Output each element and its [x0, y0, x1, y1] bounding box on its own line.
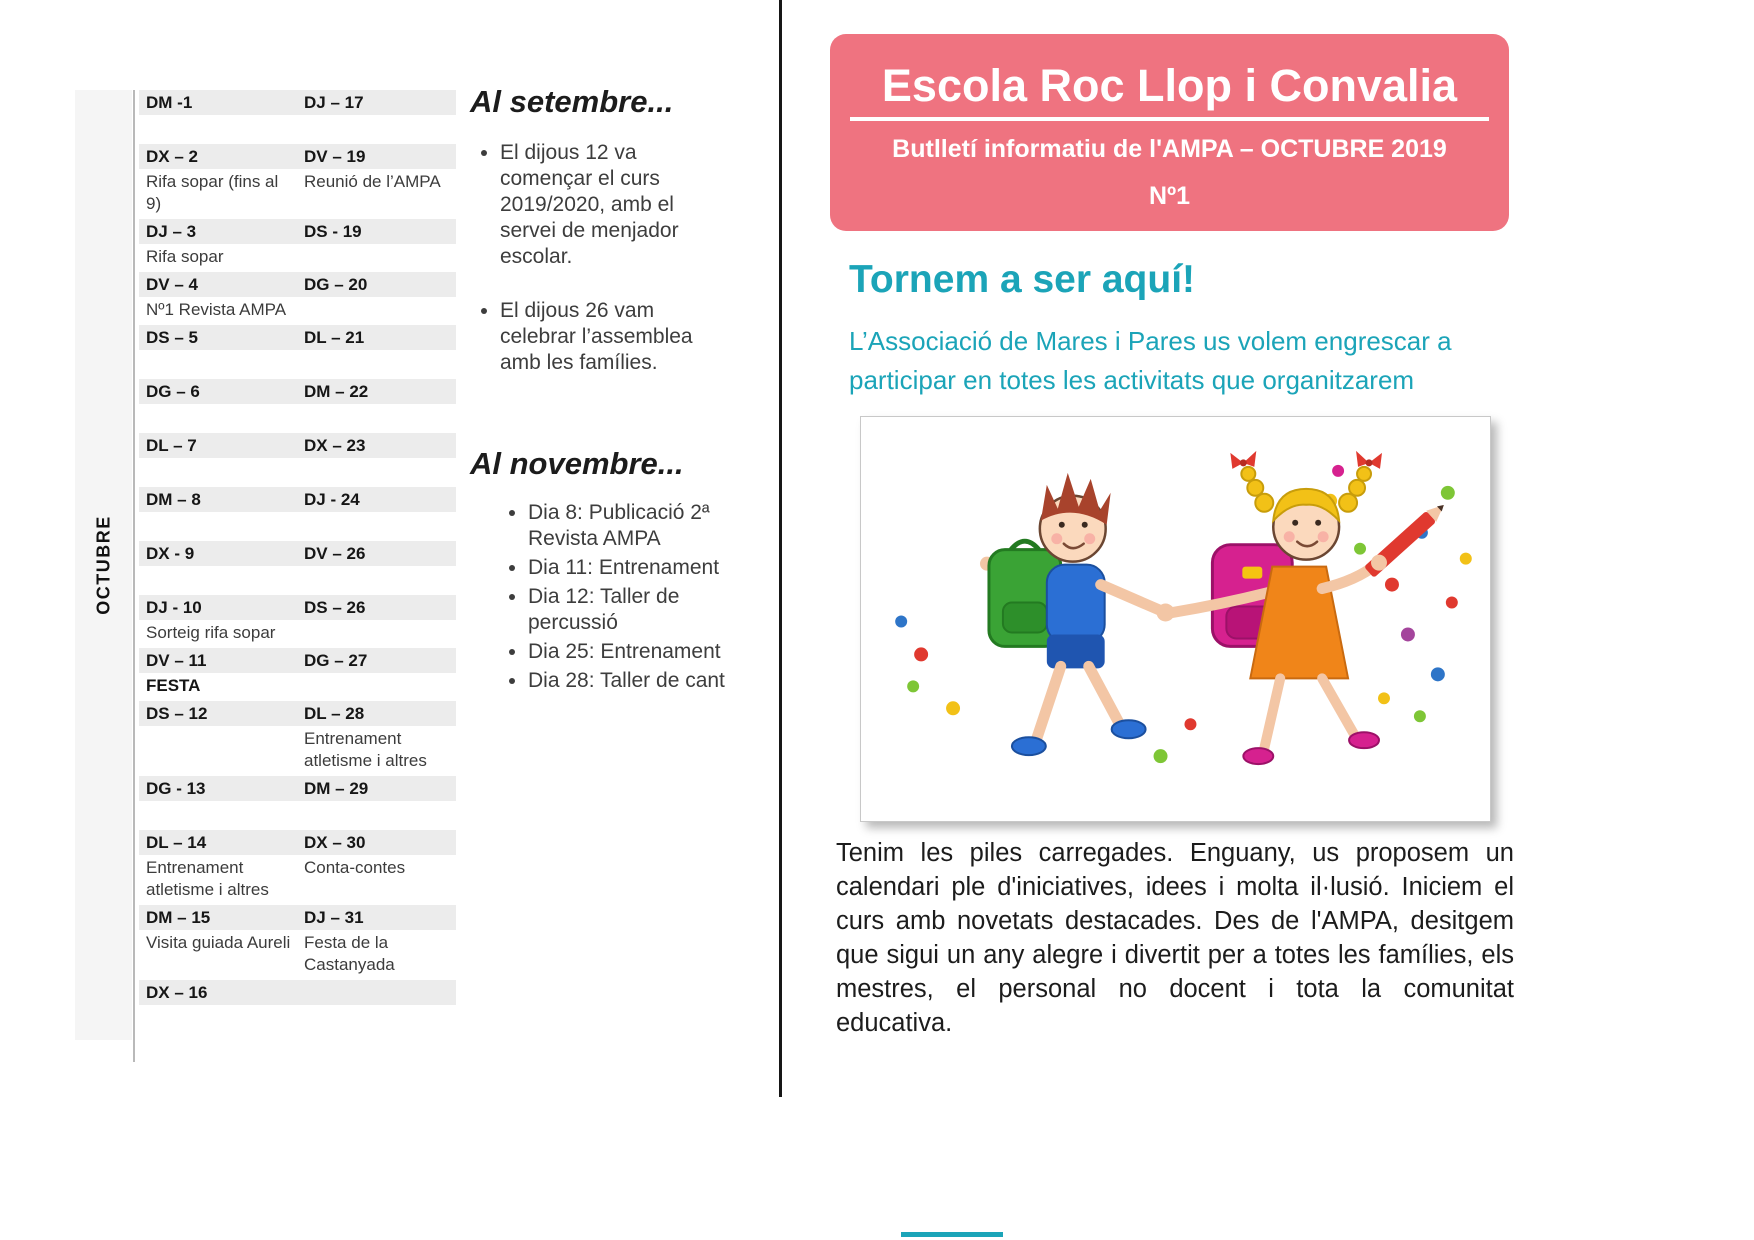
- calendar-spacer: [139, 514, 456, 541]
- calendar-cell-left: DM -1: [146, 93, 193, 112]
- calendar-cell-right: Conta-contes: [304, 858, 406, 877]
- calendar-cell-right: DJ – 31: [304, 908, 364, 927]
- calendar-cell-right: DX – 23: [304, 436, 366, 455]
- calendar-date-row: [139, 144, 456, 169]
- calendar-event-row: [139, 932, 456, 980]
- november-heading: Al novembre...: [470, 446, 684, 481]
- calendar-cell-left: DJ - 10: [146, 598, 202, 617]
- calendar-spacer: [139, 803, 456, 830]
- calendar-cell-right: DS - 19: [304, 222, 362, 241]
- calendar-cell-right: [297, 675, 455, 697]
- calendar-date-row: [139, 433, 456, 458]
- calendar-cell-left: DS – 12: [146, 704, 208, 723]
- calendar-cell-left: DL – 14: [146, 833, 207, 852]
- newsletter-banner: [830, 34, 1509, 231]
- calendar-date-row: [139, 272, 456, 297]
- calendar-cell-right: Reunió de l’AMPA: [304, 172, 441, 191]
- calendar-cell-left: DG – 6: [146, 382, 200, 401]
- issue-number: Nº1: [1148, 182, 1191, 211]
- calendar-cell-right: DV – 26: [304, 544, 366, 563]
- calendar-date-row: [139, 980, 456, 1005]
- calendar-cell-right: DG – 20: [304, 275, 368, 294]
- calendar-cell-right: Festa de la Castanyada: [304, 933, 395, 974]
- calendar-cell-left: Visita guiada Aureli: [146, 933, 291, 952]
- calendar-event-row: [139, 171, 456, 219]
- calendar-date-row: [139, 379, 456, 404]
- calendar-date-row: [139, 595, 456, 620]
- calendar-cell-right: DL – 21: [304, 328, 365, 347]
- calendar-month-label: OCTUBRE: [93, 515, 113, 615]
- calendar-date-row: [139, 830, 456, 855]
- calendar-cell-left: DJ – 3: [146, 222, 197, 241]
- calendar-cell-right: [297, 980, 455, 1005]
- calendar-date-row: [139, 487, 456, 512]
- calendar-cell-left: Rifa sopar (fins al 9): [146, 172, 279, 213]
- calendar-event-row: [139, 246, 456, 272]
- calendar-cell-right: DM – 22: [304, 382, 369, 401]
- bullet-item: • El dijous 26 vam celebrar l’assemblea amb les famílies.: [500, 298, 706, 376]
- calendar-cell-left: DG - 13: [146, 779, 206, 798]
- september-list: [474, 140, 706, 404]
- calendar-event-row: [139, 622, 456, 648]
- calendar-cell-left: Sorteig rifa sopar: [146, 623, 276, 642]
- calendar-cell-left: Nº1 Revista AMPA: [146, 300, 287, 319]
- kids-illustration-frame: [860, 416, 1491, 822]
- calendar-date-row: [139, 701, 456, 726]
- calendar-cell-left: FESTA: [146, 676, 201, 695]
- calendar-cell-right: DJ – 17: [304, 93, 364, 112]
- bullet-item: • Dia 25: Entrenament: [528, 639, 740, 665]
- calendar-cell-right: DX – 30: [304, 833, 366, 852]
- calendar-cell-left: DV – 11: [146, 651, 207, 670]
- calendar-cell-left: DM – 15: [146, 908, 211, 927]
- calendar-date-row: [139, 905, 456, 930]
- calendar-date-row: [139, 776, 456, 801]
- page-divider: [779, 0, 782, 1097]
- events-column: [470, 84, 770, 824]
- calendar-date-row: [139, 90, 456, 115]
- calendar-date-row: [139, 325, 456, 350]
- calendar-cell-right: [297, 299, 455, 321]
- bullet-item: • Dia 11: Entrenament: [528, 555, 740, 581]
- boy-figure: [980, 473, 1161, 755]
- bullet-item: • Dia 12: Taller de percussió: [528, 584, 740, 636]
- november-list: [502, 500, 740, 697]
- bullet-item: • El dijous 12 va començar el curs 2019/2020, amb el servei de menjador escolar.: [500, 140, 706, 270]
- calendar-spacer: [139, 406, 456, 433]
- calendar-event-row: [139, 857, 456, 905]
- calendar-event-row: [139, 728, 456, 776]
- calendar-cell-left: [139, 728, 297, 772]
- calendar-cell-left: Entrenament atletisme i altres: [146, 858, 269, 899]
- girl-figure: [1157, 451, 1449, 764]
- calendar-date-row: [139, 648, 456, 673]
- calendar-event-row: [139, 299, 456, 325]
- calendar-cell-left: Rifa sopar: [146, 247, 224, 266]
- calendar-cell-right: DL – 28: [304, 704, 365, 723]
- welcome-body: Tenim les piles carregades. Enguany, us proposem un calendari ple d'iniciatives, idees i molta il·lusió. Iniciem el curs amb novetats destacades. Des de l'AMPA, desitgem que sigui un any alegre i divertit per a totes les famílies, els mestres, el personal no docent i tota la comunitat educativa.: [836, 839, 1514, 1037]
- calendar-spacer: [139, 352, 456, 379]
- calendar-spacer: [139, 568, 456, 595]
- calendar-spacer: [139, 117, 456, 144]
- welcome-heading: Tornem a ser aquí!: [849, 258, 1196, 301]
- calendar-cell-left: DM – 8: [146, 490, 201, 509]
- calendar-cell-right: DV – 19: [304, 147, 366, 166]
- calendar-cell-right: [297, 246, 455, 268]
- kids-illustration: [861, 417, 1490, 821]
- calendar-event-row: [139, 675, 456, 701]
- calendar-spacer: [139, 460, 456, 487]
- calendar-cell-left: DX – 16: [146, 983, 208, 1002]
- calendar-cell-right: DM – 29: [304, 779, 369, 798]
- calendar-cell-right: Entrenament atletisme i altres: [304, 729, 427, 770]
- calendar-cell-left: DV – 4: [146, 275, 198, 294]
- calendar-cell-left: DX – 2: [146, 147, 198, 166]
- calendar-cell-right: [297, 622, 455, 644]
- bullet-item: • Dia 28: Taller de cant: [528, 668, 740, 694]
- calendar-month-column: [75, 90, 132, 1040]
- school-title: Escola Roc Llop i Convalia: [850, 62, 1489, 121]
- calendar-date-row: [139, 219, 456, 244]
- calendar-table: [139, 90, 456, 1007]
- calendar-date-row: [139, 541, 456, 566]
- calendar-cell-left: DX - 9: [146, 544, 195, 563]
- calendar-divider-line: [133, 90, 135, 1062]
- banner-subtitle: Butlletí informatiu de l'AMPA – OCTUBRE 2019: [892, 135, 1447, 164]
- welcome-intro: L’Associació de Mares i Pares us volem engrescar a participar en totes les activitats que organitzarem: [849, 326, 1452, 395]
- calendar-cell-right: DJ - 24: [304, 490, 360, 509]
- calendar-cell-right: DS – 26: [304, 598, 366, 617]
- footer-accent: [901, 1232, 1003, 1237]
- calendar-cell-left: DS – 5: [146, 328, 198, 347]
- september-heading: Al setembre...: [470, 84, 674, 119]
- calendar-cell-left: DL – 7: [146, 436, 197, 455]
- bullet-item: • Dia 8: Publicació 2ª Revista AMPA: [528, 500, 740, 552]
- calendar-cell-right: DG – 27: [304, 651, 368, 670]
